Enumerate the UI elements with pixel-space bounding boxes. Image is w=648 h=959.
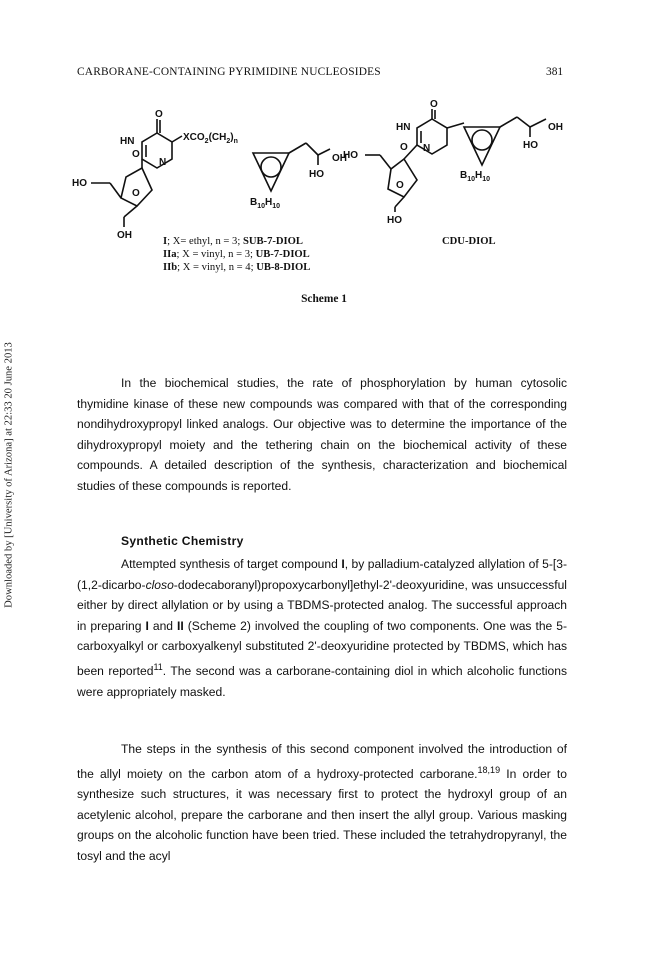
right-cage-formula: $B_{10}H_{10}$	[460, 170, 491, 183]
compound-caption-3: IIb; X = vinyl, n = 4; UB-8-DIOL	[163, 262, 311, 273]
left-furanose-o: O	[132, 188, 140, 199]
left-oh-3prime: OH	[117, 230, 132, 241]
right-ring-n: N	[423, 143, 431, 154]
left-hn: HN	[120, 136, 135, 147]
left-furanose-ring	[121, 168, 152, 206]
scheme-title: Scheme 1	[301, 293, 347, 305]
download-watermark-text: Downloaded by [University of Arizona] at 22:33 20 June 2013	[3, 342, 15, 608]
right-ho-5prime: HO	[343, 150, 358, 161]
running-head: CARBORANE-CONTAINING PYRIMIDINE NUCLEOSIDES	[77, 66, 381, 78]
right-oh-terminal: OH	[548, 122, 563, 133]
right-furanose-o: O	[396, 180, 404, 191]
left-ring-n: N	[159, 157, 167, 168]
left-carborane-cage	[253, 153, 289, 191]
paragraph-synthesis: Attempted synthesis of target compound I, by palladium-catalyzed allylation of 5-[3-(1,2-dicarbo-closo-dodecaboranyl)propoxycarbonyl]ethyl-2'-deoxyuridine, was unsuccessful either by direct allylation or by using a TBDMS-protected analog. The successful approach in preparing I and II (Scheme 2) involved the coupling of two components. One was the 5-carboxyalkyl or carboxyalkenyl substituted 2'-deoxyuridine protected by TBDMS, which has been reported$^{11}$. The second was a carborane-containing diol in which alcoholic functions were appropriately masked.	[77, 557, 568, 699]
right-ho-3prime: HO	[387, 215, 402, 226]
left-oh-terminal: OH	[332, 153, 347, 164]
scheme-1-structures	[60, 95, 600, 243]
left-ring-o: O	[132, 149, 140, 160]
left-carbonyl-o: O	[155, 109, 163, 120]
right-furanose-ring	[388, 159, 417, 197]
left-ho-secondary: HO	[309, 169, 324, 180]
left-cage-formula: $B_{10}H_{10}$	[250, 197, 281, 210]
right-carborane-cage	[464, 127, 500, 165]
right-ho-secondary: HO	[523, 140, 538, 151]
section-heading: Synthetic Chemistry	[121, 534, 244, 548]
compound-caption-1: I; X= ethyl, n = 3; SUB-7-DIOL	[163, 236, 303, 247]
left-linker: $XCO_2(CH_2)_n$	[183, 132, 238, 145]
paragraph-second-component: The steps in the synthesis of this second component involved the introduction of the allyl moiety on the carbon atom of a hydroxy-protected carborane.$^{18,19}$ In order to synthesize such structures, it was necessary first to protect the hydroxyl group of an acetylenic alcohol, prepare the carborane and then insert the allyl group. Various masking groups on the alcoholic function have been tried. These included the tetrahydropyranyl, the tosyl and the acyl	[77, 742, 567, 863]
compound-caption-2: IIa; X = vinyl, n = 3; UB-7-DIOL	[163, 249, 310, 260]
page-number: 381	[546, 66, 564, 78]
right-structure	[365, 109, 546, 212]
cdu-diol-label: CDU-DIOL	[442, 236, 496, 247]
paragraph-biochemical: In the biochemical studies, the rate of phosphorylation by human cytosolic thymidine kinase of these new compounds was compared with that of the corresponding nondihydroxypropyl linked analogs. Our objective was to determine the importance of the dihydroxypropyl moiety and the tethering chain on the biochemical activity of these compounds. A detailed description of the synthesis, characterization and biochemical studies of these compounds is reported.	[77, 376, 567, 493]
left-ho-5prime: HO	[72, 178, 87, 189]
download-watermark	[2, 315, 16, 635]
right-hn: HN	[396, 122, 411, 133]
right-carbonyl-o: O	[430, 99, 438, 110]
right-ring-o: O	[400, 142, 408, 153]
